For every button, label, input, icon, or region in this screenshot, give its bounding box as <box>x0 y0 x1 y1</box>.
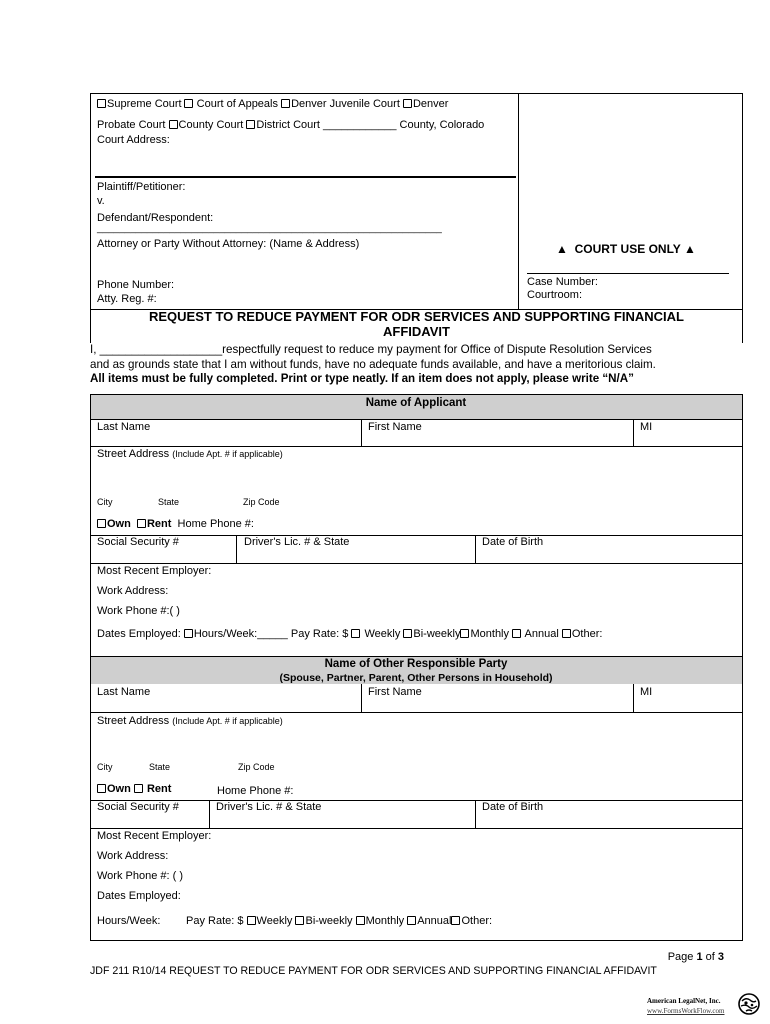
page-number <box>668 951 724 963</box>
other-pay-row <box>186 915 492 927</box>
denver-juvenile-court-checkbox[interactable] <box>281 99 290 108</box>
other-monthly-checkbox[interactable] <box>356 916 365 925</box>
other-pay-rate-field[interactable]: Pay Rate: $ <box>186 915 244 927</box>
other-mi-field[interactable]: MI <box>640 686 653 698</box>
employment-row <box>97 628 602 640</box>
pay-rate-field[interactable]: Pay Rate: $ <box>290 628 349 640</box>
other-party-subheader: (Spouse, Partner, Parent, Other Persons in Household) <box>279 672 553 684</box>
other-street-address-field[interactable] <box>97 715 283 727</box>
street-address-label: Street Address <box>97 715 170 727</box>
case-number-label: Case Number: <box>527 276 598 288</box>
other-weekly-checkbox[interactable] <box>247 916 256 925</box>
court-option-label: Denver <box>412 98 449 110</box>
other-state-field[interactable]: State <box>149 762 171 772</box>
other-first-name-field[interactable]: First Name <box>368 686 422 698</box>
drivers-license-field[interactable]: Driver's Lic. # & State <box>244 536 350 548</box>
other-checkbox[interactable] <box>562 629 571 638</box>
street-address-note: (Include Apt. # if applicable) <box>172 449 283 459</box>
zip-code-field[interactable]: Zip Code <box>243 497 280 507</box>
work-address-field[interactable]: Work Address: <box>97 585 169 597</box>
court-option-label: Supreme Court <box>107 98 182 110</box>
district-court-checkbox[interactable] <box>246 120 255 129</box>
monthly-label: Monthly <box>365 915 405 927</box>
other-housing-row <box>97 783 171 795</box>
ssn-field[interactable]: Social Security # <box>97 536 179 548</box>
court-address-label: Court Address: <box>97 134 170 146</box>
other-drivers-license-field[interactable]: Driver's Lic. # & State <box>216 801 322 813</box>
monthly-label: Monthly <box>470 628 510 640</box>
atty-reg-label: Atty. Reg. #: <box>97 293 157 305</box>
applicant-header: Name of Applicant <box>365 397 467 409</box>
plaintiff-label: Plaintiff/Petitioner: <box>97 181 186 193</box>
rent-label: Rent <box>146 518 172 530</box>
weekly-label: Weekly <box>256 915 293 927</box>
courtroom-label: Courtroom: <box>527 289 583 301</box>
street-address-field[interactable] <box>97 448 283 460</box>
court-option-label: Court of Appeals <box>196 98 278 110</box>
other-date-of-birth-field[interactable]: Date of Birth <box>482 801 544 813</box>
home-phone-field[interactable]: Home Phone #: <box>177 518 254 530</box>
last-name-field[interactable]: Last Name <box>97 421 151 433</box>
court-option-label: Probate Court <box>97 119 166 131</box>
other-dates-employed-field[interactable]: Dates Employed: <box>97 890 181 902</box>
rent-label: Rent <box>146 783 172 795</box>
other-last-name-field[interactable]: Last Name <box>97 686 151 698</box>
court-use-only <box>556 242 696 256</box>
defendant-label: Defendant/Respondent: <box>97 212 214 224</box>
versus-label: v. <box>97 195 105 207</box>
globe-icon <box>737 992 761 1016</box>
court-option-label: Denver Juvenile Court <box>291 98 400 110</box>
other-other-checkbox[interactable] <box>451 916 460 925</box>
date-of-birth-field[interactable]: Date of Birth <box>482 536 544 548</box>
other-ssn-field[interactable]: Social Security # <box>97 801 179 813</box>
street-address-note: (Include Apt. # if applicable) <box>172 716 283 726</box>
title-line-1: REQUEST TO REDUCE PAYMENT FOR ODR SERVICES AND SUPPORTING FINANCIAL <box>149 309 684 324</box>
county-colorado-field[interactable]: ____________ County, Colorado <box>323 119 485 131</box>
court-selection-row <box>97 98 448 110</box>
supreme-court-checkbox[interactable] <box>97 99 106 108</box>
page-of: of <box>702 951 718 963</box>
page-current: 1 <box>696 951 703 963</box>
state-field[interactable]: State <box>158 497 180 507</box>
housing-row <box>97 518 254 530</box>
biweekly-label: Bi-weekly <box>413 628 461 640</box>
publisher-logo <box>645 992 763 1018</box>
employer-field[interactable]: Most Recent Employer: <box>97 565 212 577</box>
publisher-name: American LegalNet, Inc. <box>647 997 721 1005</box>
court-option-label: District Court <box>256 119 320 131</box>
other-employer-field[interactable]: Most Recent Employer: <box>97 830 212 842</box>
other-label: Other: <box>571 628 603 640</box>
form-id-footer: JDF 211 R10/14 REQUEST TO REDUCE PAYMENT FOR ODR SERVICES AND SUPPORTING FINANCIAL AFFIDAVIT <box>90 965 657 977</box>
hours-week-field[interactable]: Hours/Week:_____ <box>193 628 288 640</box>
other-own-checkbox[interactable] <box>97 784 106 793</box>
triangle-up-icon: ▲ <box>683 242 696 256</box>
other-label: Other: <box>461 915 493 927</box>
other-annual-checkbox[interactable] <box>407 916 416 925</box>
other-work-phone-field[interactable]: Work Phone #: ( ) <box>97 870 183 882</box>
attorney-label: Attorney or Party Without Attorney: (Name & Address) <box>97 238 360 250</box>
work-phone-field[interactable]: Work Phone #:( ) <box>97 605 180 617</box>
annual-label: Annual <box>417 915 452 927</box>
other-hours-week-field[interactable]: Hours/Week: <box>97 915 161 927</box>
county-court-checkbox[interactable] <box>169 120 178 129</box>
page-total: 3 <box>717 951 724 963</box>
street-address-label: Street Address <box>97 448 170 460</box>
monthly-checkbox[interactable] <box>460 629 469 638</box>
publisher-url[interactable]: www.FormsWorkFlow.com <box>647 1007 725 1015</box>
instructions: All items must be fully completed. Print or type neatly. If an item does not apply, please write “N/A” <box>90 372 634 385</box>
first-name-field[interactable]: First Name <box>368 421 422 433</box>
other-zip-code-field[interactable]: Zip Code <box>238 762 275 772</box>
hours-week-checkbox[interactable] <box>184 629 193 638</box>
weekly-label: Weekly <box>364 628 401 640</box>
city-field[interactable]: City <box>97 497 113 507</box>
rent-checkbox[interactable] <box>137 519 146 528</box>
intro-line-2: and as grounds state that I am without funds, have no adequate funds available, and have a meritorious claim. <box>90 358 656 371</box>
page-prefix: Page <box>667 951 697 963</box>
document-title <box>90 309 743 339</box>
other-work-address-field[interactable]: Work Address: <box>97 850 169 862</box>
title-line-2: AFFIDAVIT <box>383 324 450 339</box>
dates-employed-field[interactable]: Dates Employed: <box>97 628 181 640</box>
other-biweekly-checkbox[interactable] <box>295 916 304 925</box>
own-label: Own <box>107 518 131 530</box>
denver-probate-court-checkbox[interactable] <box>403 99 412 108</box>
court-selection-row-2 <box>97 119 484 131</box>
court-option-label: County Court <box>178 119 244 131</box>
annual-checkbox[interactable] <box>512 629 521 638</box>
annual-label: Annual <box>524 628 559 640</box>
other-rent-checkbox[interactable] <box>134 784 143 793</box>
phone-number-label: Phone Number: <box>97 279 175 291</box>
biweekly-label: Bi-weekly <box>305 915 353 927</box>
own-checkbox[interactable] <box>97 519 106 528</box>
intro-line-1: I, ___________________respectfully request to reduce my payment for Office of Dispute Resolution Services <box>90 343 652 356</box>
biweekly-checkbox[interactable] <box>403 629 412 638</box>
court-use-only-label: COURT USE ONLY <box>574 242 681 256</box>
weekly-checkbox[interactable] <box>351 629 360 638</box>
triangle-up-icon: ▲ <box>556 242 568 256</box>
own-label: Own <box>107 783 131 795</box>
other-city-field[interactable]: City <box>97 762 113 772</box>
other-home-phone-field[interactable]: Home Phone #: <box>217 785 294 797</box>
defendant-underline: ______________________________________________________________ <box>97 223 442 234</box>
court-of-appeals-checkbox[interactable] <box>184 99 193 108</box>
other-party-header: Name of Other Responsible Party <box>324 658 508 670</box>
mi-field[interactable]: MI <box>640 421 653 433</box>
